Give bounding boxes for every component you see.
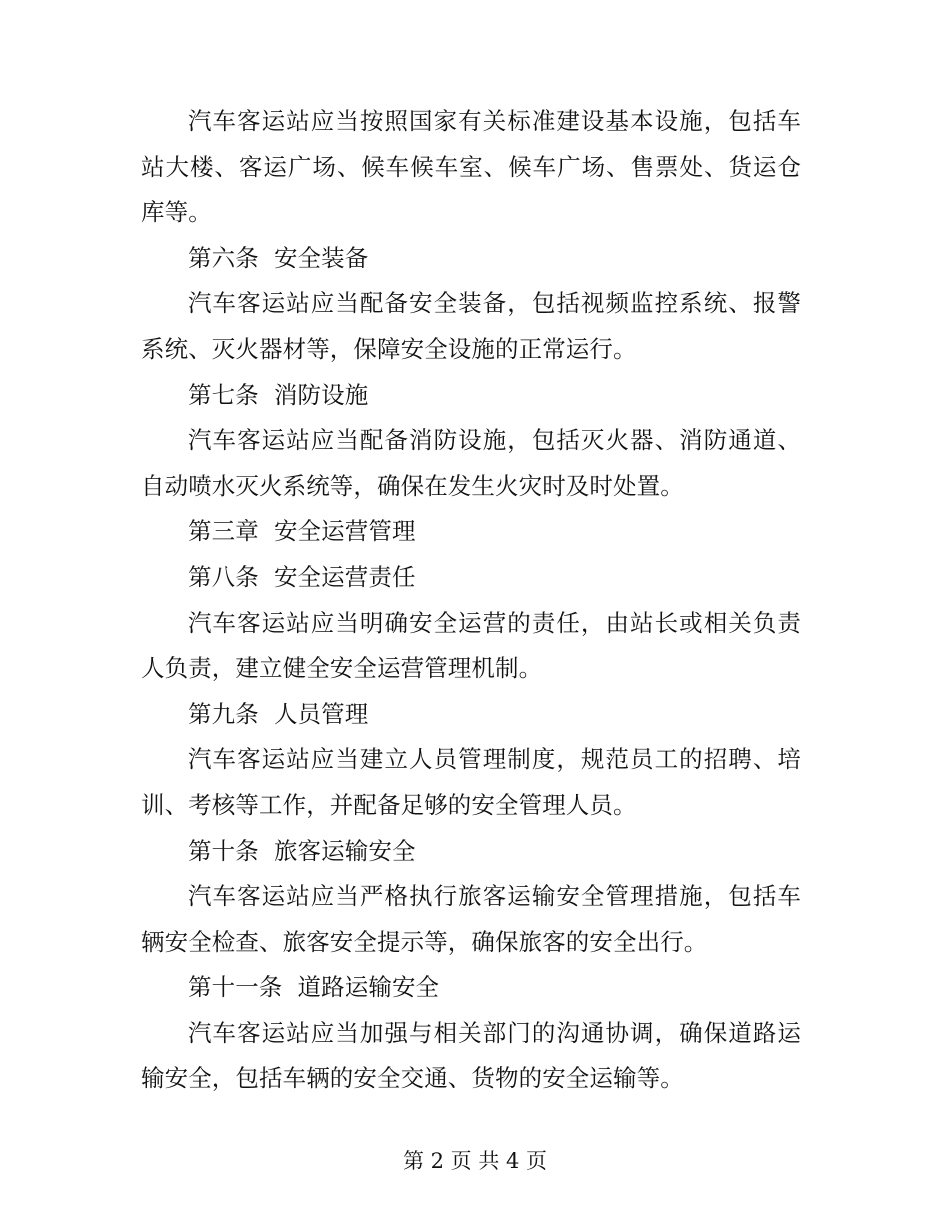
- article-heading: 第七条 消防设施: [188, 380, 369, 409]
- body-paragraph: 汽车客运站应当配备消防设施，包括灭火器、消防通道、自动喷水灭火系统等，确保在发生火灾时及时处置。: [141, 426, 801, 500]
- article-heading: 第八条 安全运营责任: [188, 562, 416, 591]
- document-body: [141, 99, 801, 1102]
- body-paragraph: 汽车客运站应当建立人员管理制度，规范员工的招聘、培训、考核等工作，并配备足够的安全管理人员。: [141, 745, 801, 819]
- article-heading: 第六条 安全装备: [188, 243, 369, 272]
- body-paragraph: 汽车客运站应当按照国家有关标准建设基本设施，包括车站大楼、客运广场、候车候车室、候车广场、售票处、货运仓库等。: [141, 107, 801, 227]
- page-number-footer: 第 2 页 共 4 页: [402, 1149, 548, 1173]
- chapter-heading: 第三章 安全运营管理: [188, 517, 416, 546]
- body-paragraph: 汽车客运站应当严格执行旅客运输安全管理措施，包括车辆安全检查、旅客安全提示等，确保旅客的安全出行。: [141, 882, 801, 956]
- body-paragraph: 汽车客运站应当明确安全运营的责任，由站长或相关负责人负责，建立健全安全运营管理机制。: [141, 608, 801, 683]
- body-paragraph: 汽车客运站应当配备安全装备，包括视频监控系统、报警系统、灭火器材等，保障安全设施的正常运行。: [141, 289, 801, 363]
- article-heading: 第十一条 道路运输安全: [188, 973, 440, 1002]
- article-heading: 第十条 旅客运输安全: [188, 836, 416, 865]
- article-heading: 第九条 人员管理: [188, 699, 369, 728]
- body-paragraph: 汽车客运站应当加强与相关部门的沟通协调，确保道路运输安全，包括车辆的安全交通、货物的安全运输等。: [141, 1018, 801, 1093]
